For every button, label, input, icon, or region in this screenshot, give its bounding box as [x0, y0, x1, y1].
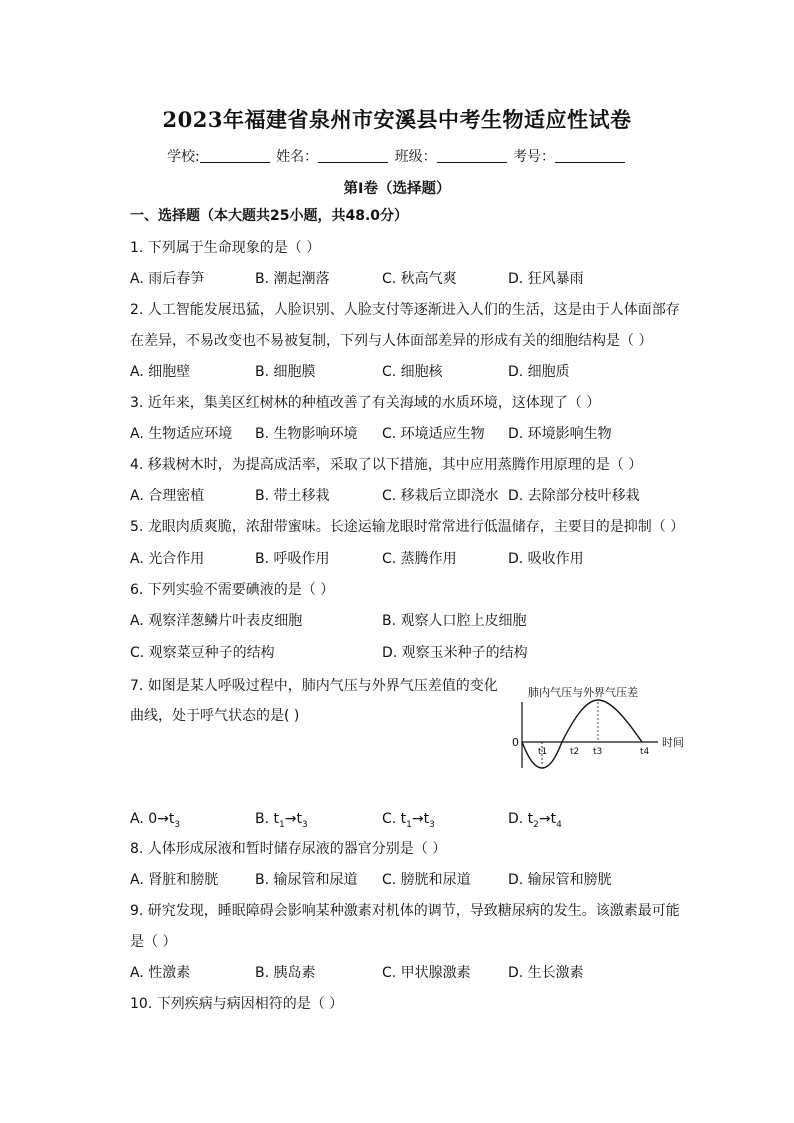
class-label: 班级： — [394, 149, 437, 165]
q2-option-c[interactable]: C. 细胞核 — [382, 364, 443, 380]
name-label: 姓名： — [276, 149, 319, 165]
q9-option-d[interactable]: D. 生长激素 — [508, 965, 584, 981]
pressure-curve — [522, 700, 642, 768]
q3-option-c[interactable]: C. 环境适应生物 — [382, 426, 485, 442]
class-blank[interactable] — [437, 148, 507, 163]
q5-option-c[interactable]: C. 蒸腾作用 — [382, 551, 457, 567]
q3-option-d[interactable]: D. 环境影响生物 — [508, 426, 612, 442]
exam-no-label: 考号： — [513, 149, 556, 165]
q8-option-c[interactable]: C. 膀胱和尿道 — [382, 872, 471, 888]
q9-option-a[interactable]: A. 性激素 — [130, 965, 191, 981]
exam-title: 2023年福建省泉州市安溪县中考生物适应性试卷 — [162, 107, 632, 132]
school-label: 学校: — [166, 149, 200, 165]
q3-option-a[interactable]: A. 生物适应环境 — [130, 426, 233, 442]
q2-option-b[interactable]: B. 细胞膜 — [255, 364, 316, 380]
tick-t4: t4 — [640, 747, 650, 757]
q5-option-a[interactable]: A. 光合作用 — [130, 551, 205, 567]
q1-option-c[interactable]: C. 秋高气爽 — [382, 271, 457, 287]
exam-no-blank[interactable] — [555, 148, 625, 163]
question-6-stem: 6. 下列实验不需要碘液的是（ ） — [130, 582, 335, 598]
q4-option-a[interactable]: A. 合理密植 — [130, 488, 205, 504]
tick-t2: t2 — [570, 747, 580, 757]
pressure-difference-figure — [512, 682, 694, 772]
question-1-stem: 1. 下列属于生命现象的是（ ） — [130, 240, 321, 256]
section-title: 第I卷（选择题） — [343, 181, 451, 197]
q7-option-a-text: A. 0→t — [130, 811, 175, 827]
origin-label: 0 — [512, 736, 519, 749]
q2-option-d[interactable]: D. 细胞质 — [508, 364, 570, 380]
question-8-stem: 8. 人体形成尿液和暂时储存尿液的器官分别是（ ） — [130, 841, 447, 857]
x-axis-label: 时间 — [662, 736, 684, 749]
q7-option-d[interactable]: D. $t_2\to t_4$ — [508, 811, 562, 830]
tick-t3: t3 — [593, 747, 603, 757]
question-5-stem: 5. 龙眼肉质爽脆，浓甜带蜜味。长途运输龙眼时常常进行低温储存，主要目的是抑制（ ） — [130, 519, 685, 535]
part-heading: 一、选择题（本大题共25小题，共48.0分） — [130, 208, 409, 224]
q9-option-b[interactable]: B. 胰岛素 — [255, 965, 316, 981]
q8-option-a[interactable]: A. 肾脏和膀胱 — [130, 872, 219, 888]
school-blank[interactable] — [200, 148, 270, 163]
q8-option-d[interactable]: D. 输尿管和膀胱 — [508, 872, 612, 888]
question-3-stem: 3. 近年来，集美区红树林的种植改善了有关海域的水质环境，这体现了（ ） — [130, 395, 601, 411]
q7-option-c[interactable]: C. $t_1\to t_3$ — [382, 811, 435, 830]
q4-option-c[interactable]: C. 移栽后立即浇水 — [382, 488, 499, 504]
question-7-stem-line1: 7. 如图是某人呼吸过程中，肺内气压与外界气压差值的变化 — [130, 678, 498, 694]
q7-option-b[interactable]: B. $t_1\to t_3$ — [255, 811, 308, 830]
q5-option-d[interactable]: D. 吸收作用 — [508, 551, 584, 567]
q3-option-b[interactable]: B. 生物影响环境 — [255, 426, 358, 442]
q6-option-b[interactable]: B. 观察人口腔上皮细胞 — [382, 613, 527, 629]
q2-option-a[interactable]: A. 细胞壁 — [130, 364, 191, 380]
q4-option-d[interactable]: D. 去除部分枝叶移栽 — [508, 488, 640, 504]
q7-option-c-text: C. t — [382, 811, 407, 827]
q9-option-c[interactable]: C. 甲状腺激素 — [382, 965, 471, 981]
q4-option-b[interactable]: B. 带土移栽 — [255, 488, 330, 504]
student-info-row — [0, 146, 794, 166]
question-2-stem-line1: 2. 人工智能发展迅猛，人脸识别、人脸支付等逐渐进入人们的生活，这是由于人体面部存 — [130, 302, 680, 318]
question-10-stem: 10. 下列疾病与病因相符的是（ ） — [130, 996, 344, 1012]
figure-title: 肺内气压与外界气压差 — [528, 686, 638, 699]
q6-option-c[interactable]: C. 观察菜豆种子的结构 — [130, 645, 275, 661]
tick-t1: t1 — [538, 747, 548, 757]
q6-option-a[interactable]: A. 观察洋葱鳞片叶表皮细胞 — [130, 613, 303, 629]
q7-option-b-text: B. t — [255, 811, 279, 827]
q7-option-d-text: D. t — [508, 811, 534, 827]
question-9-stem-line1: 9. 研究发现，睡眠障碍会影响某种激素对机体的调节，导致糖尿病的发生。该激素最可能 — [130, 903, 680, 919]
question-2-stem-line2: 在差异，不易改变也不易被复制，下列与人体面部差异的形成有关的细胞结构是（ ） — [130, 333, 653, 349]
name-blank[interactable] — [318, 148, 388, 163]
q1-option-b[interactable]: B. 潮起潮落 — [255, 271, 330, 287]
question-7-stem-line2: 曲线，处于呼气状态的是( ) — [130, 708, 300, 724]
q1-option-d[interactable]: D. 狂风暴雨 — [508, 271, 584, 287]
question-4-stem: 4. 移栽树木时，为提高成活率，采取了以下措施，其中应用蒸腾作用原理的是（ ） — [130, 457, 643, 473]
q7-option-a[interactable]: A. $0\to t_3$ — [130, 811, 181, 830]
question-9-stem-line2: 是（ ） — [130, 934, 177, 950]
q6-option-d[interactable]: D. 观察玉米种子的结构 — [382, 645, 528, 661]
q5-option-b[interactable]: B. 呼吸作用 — [255, 551, 330, 567]
q8-option-b[interactable]: B. 输尿管和尿道 — [255, 872, 358, 888]
q1-option-a[interactable]: A. 雨后春笋 — [130, 271, 205, 287]
